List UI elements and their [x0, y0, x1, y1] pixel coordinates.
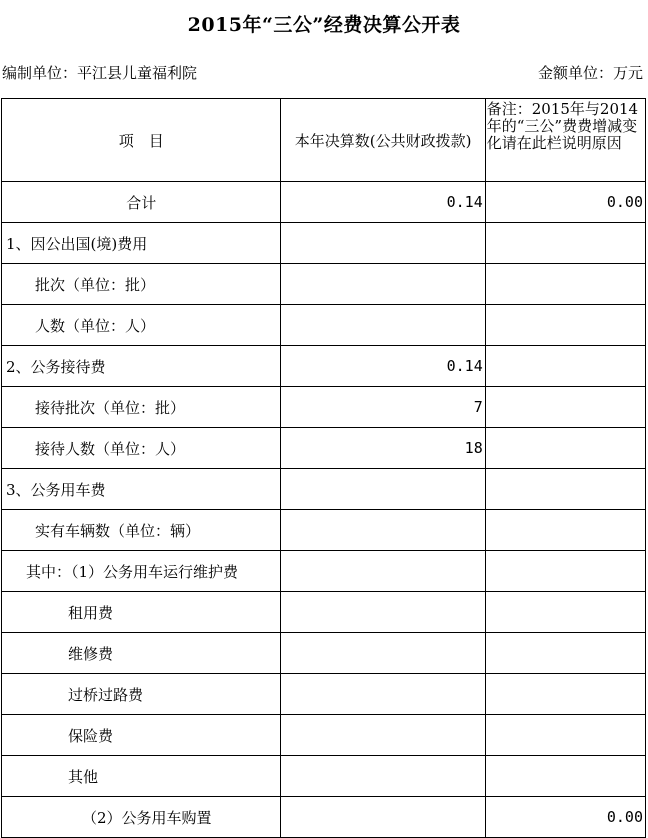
row-note [485, 264, 645, 305]
table-row [2, 592, 646, 633]
table-row [2, 551, 646, 592]
row-amount [281, 674, 485, 715]
table-row [2, 223, 646, 264]
row-amount [281, 469, 485, 510]
row-note [485, 715, 645, 756]
table-row [2, 756, 646, 797]
row-amount: 0.14 [281, 346, 485, 387]
table-row [2, 346, 646, 387]
row-amount [281, 510, 485, 551]
row-note: 0.00 [485, 797, 645, 838]
row-note [485, 346, 645, 387]
row-amount [281, 305, 485, 346]
row-amount [281, 715, 485, 756]
row-label: 过桥过路费 [2, 674, 281, 715]
row-amount [281, 592, 485, 633]
row-note [485, 510, 645, 551]
table-row [2, 674, 646, 715]
table-header-row [2, 99, 646, 182]
row-label: 保险费 [2, 715, 281, 756]
row-label: 批次（单位：批） [2, 264, 281, 305]
row-label: 接待人数（单位：人） [2, 428, 281, 469]
row-amount [281, 797, 485, 838]
table-row [2, 305, 646, 346]
row-note [485, 674, 645, 715]
three-public-expenses-table [1, 98, 646, 838]
row-note [485, 223, 645, 264]
row-note [485, 756, 645, 797]
row-amount: 18 [281, 428, 485, 469]
row-label: 实有车辆数（单位：辆） [2, 510, 281, 551]
row-note: 0.00 [485, 182, 645, 223]
table-row [2, 510, 646, 551]
row-label: 3、公务用车费 [2, 469, 281, 510]
table-row [2, 715, 646, 756]
table-row [2, 797, 646, 838]
row-amount [281, 633, 485, 674]
row-note [485, 592, 645, 633]
row-amount [281, 223, 485, 264]
row-amount [281, 756, 485, 797]
row-label: 接待批次（单位：批） [2, 387, 281, 428]
table-row-total [2, 182, 646, 223]
row-note [485, 633, 645, 674]
header-note: 备注：2015年与2014年的“三公”费费增减变化请在此栏说明原因 [485, 99, 645, 182]
row-label: 其中：（1）公务用车运行维护费 [2, 551, 281, 592]
table-row [2, 264, 646, 305]
row-label: 人数（单位：人） [2, 305, 281, 346]
row-label: 1、因公出国(境)费用 [2, 223, 281, 264]
table-row [2, 428, 646, 469]
row-note [485, 469, 645, 510]
reporting-unit: 编制单位：平江县儿童福利院 [2, 64, 198, 82]
row-note [485, 551, 645, 592]
row-amount: 7 [281, 387, 485, 428]
row-label: 维修费 [2, 633, 281, 674]
table-row [2, 469, 646, 510]
row-amount: 0.14 [281, 182, 485, 223]
row-amount [281, 551, 485, 592]
header-amount: 本年决算数(公共财政拨款) [281, 99, 485, 182]
row-label: 其他 [2, 756, 281, 797]
row-label: 2、公务接待费 [2, 346, 281, 387]
row-note [485, 387, 645, 428]
row-note [485, 305, 645, 346]
row-label: （2）公务用车购置 [2, 797, 281, 838]
row-label: 合计 [2, 182, 281, 223]
amount-unit: 金额单位：万元 [537, 64, 643, 82]
row-note [485, 428, 645, 469]
table-row [2, 633, 646, 674]
header-item: 项 目 [2, 99, 281, 182]
table-row [2, 387, 646, 428]
row-amount [281, 264, 485, 305]
row-label: 租用费 [2, 592, 281, 633]
page-title: 2015年“三公”经费决算公开表 [187, 14, 461, 36]
